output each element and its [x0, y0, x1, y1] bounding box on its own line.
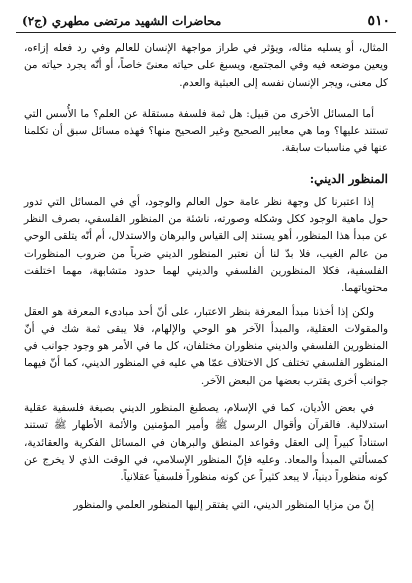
page-header	[22, 10, 390, 32]
paragraph-2: أما المسائل الأخرى من قبيل: هل ثمة فلسفة مستقلة عن العلم؟ ما الأُسس التي تستند عليها؟ وما هي معايير الصحيح وغير الصحيح منها؟ فهذه مسائل سبق أن تكلمنا عنها في مناسبات سابقة.	[24, 107, 388, 155]
paragraph-5: في بعض الأديان، كما في الإسلام، يصطبغ المنظور الديني بصبغة فلسفية عقلية استدلالية. فالقرآن وأقوال الرسول ﷺ وأمير المؤمنين والأئمة الأطهار ﷺ تستند استناداً كبيراً إلى العقل وقواعد المنطق والبرهان في المسائل الفكرية والعقائدية، كمسألتي المبدأ والمعاد. وعليه فإنّ المنظور الإسلامي، في الوقت الذي لا يخرج عن كونه منظوراً دينياً، لا يبعد كثيراً عن كونه منظوراً فلسفياً عقلانياً.	[24, 402, 388, 484]
paragraph-1: المثال، أو يسليه مثاله، ويؤثر في طراز مواجهة الإنسان للعالم وفي رد فعله إزاءه، ويعين موضعه فيه وفي المجتمع، ويسبغ على حياته معنىً خاصاً، أو أنّه يجرد حياته من كل معنى، ويجر الإنسان نفسه إلى العبثية والعدم.	[24, 42, 388, 89]
paragraph-6: إنّ من مزايا المنظور الديني، التي يفتقر إليها المنظور العلمي والمنظور	[73, 498, 374, 511]
paragraph-3: إذا اعتبرنا كل وجهة نظر عامة حول العالم والوجود، أي في المسائل التي تدور حول ماهية الوجود ككل وشكله وصورته، ناشئة من المنظور الفلسفي، بصرف النظر عن مبدأ هذا المنظور، أهو يستند إلى القياس والبرهان والاستدلال، أم أنّه يتلقى الوحي من عالم الغيب، فلا بدّ لنا أن نعتبر المنظور الديني ضرباً من ضروب المنظورات الفلسفية، فكلا المنظورين الفلسفي والديني لهما حدود متشابهة، مهما اختلفت محتوياتهما.	[24, 195, 388, 295]
page-body	[24, 40, 388, 514]
paragraph-4: ولكن إذا أخذنا مبدأ المعرفة بنظر الاعتبار، على أنّ أحد مبادىء المعرفة هو العقل والمقولات العقلية، والمبدأ الآخر هو الوحي والإلهام، فلا يبقى ثمة شك في أنّ المنظورين الفلسفي والديني منظوران مختلفان، كل ما في الأمر هو وجود جوانب في المنظور الفلسفي تختلف كل الاختلاف عمّا هي عليه في المنظور الديني، كما أنّ فيهما جوانب أخرى يقترب بعضها من البعض الآخر.	[24, 305, 388, 387]
section-heading: المنظور الديني:	[309, 171, 388, 186]
running-title: محاضرات الشهيد مرتضى مطهري (ج٢)	[22, 14, 222, 28]
header-rule	[16, 32, 396, 33]
page-number: ٥١٠	[367, 13, 390, 29]
